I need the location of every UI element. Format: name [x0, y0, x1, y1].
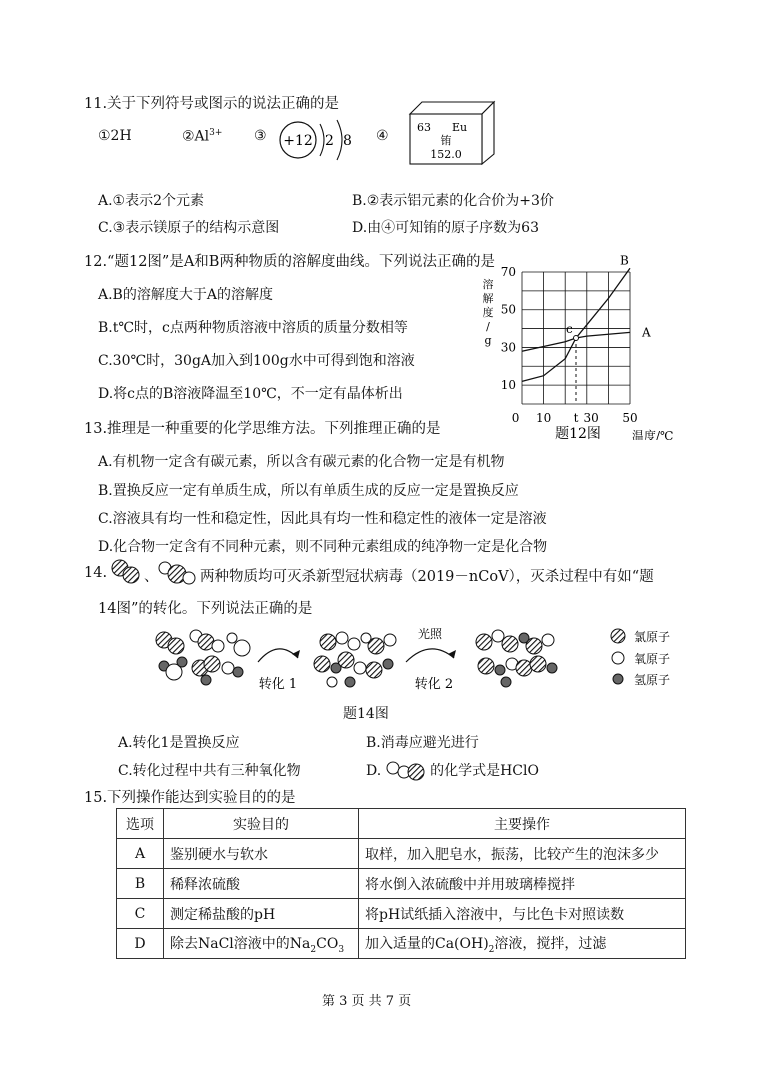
row-operation: 取样，加入肥皂水，振荡，比较产生的泡沫多少	[359, 839, 686, 869]
header-purpose: 实验目的	[164, 809, 359, 839]
row-option: A	[117, 839, 164, 869]
x-tick-label: 50	[622, 411, 638, 425]
row-option: D	[117, 929, 164, 959]
q14-number: 14.	[84, 565, 108, 581]
table-row	[117, 929, 686, 959]
q14-separator: 、	[144, 569, 159, 585]
q11-option-a: A.①表示2个元素	[98, 193, 205, 209]
y-axis-label-char: 解	[482, 292, 494, 305]
atomic-mass: 152.0	[430, 148, 462, 161]
series-label-B: B	[620, 253, 629, 268]
arrow-2-condition: 光照	[417, 627, 443, 641]
magnesium-atom-structure-diagram	[270, 112, 360, 168]
nucleus-charge: +12	[283, 133, 313, 149]
element-symbol: Eu	[452, 121, 468, 134]
y-tick-label: 70	[500, 265, 516, 279]
chart-caption: 题12图	[555, 426, 601, 440]
x-tick-label: t	[573, 411, 579, 425]
y-tick-label: 10	[500, 378, 516, 393]
q11-option-d: D.由④可知铕的原子序数为63	[352, 220, 539, 236]
q11-option-c: C.③表示镁原子的结构示意图	[98, 220, 280, 236]
row-operation: 将pH试纸插入溶液中，与比色卡对照读数	[359, 899, 686, 929]
legend-oxygen-label: 氧原子	[634, 652, 671, 666]
page-footer: 第 3 页 共 7 页	[322, 994, 412, 1009]
q14-option-b: B.消毒应避光进行	[366, 735, 479, 751]
q14-caption: 题14图	[343, 706, 389, 722]
atomic-number: 63	[417, 121, 431, 134]
molecule-group-2	[314, 632, 396, 687]
transformation-diagram	[150, 624, 690, 696]
q12-option-d: D.将c点的B溶液降温至10℃，不一定有晶体析出	[98, 386, 403, 402]
arrow-2-icon	[406, 649, 454, 662]
molecule-icon-hclo	[386, 760, 426, 782]
header-operation: 主要操作	[359, 809, 686, 839]
arrow-2-label: 转化 2	[414, 677, 454, 692]
x-axis-label: 温度/℃	[632, 429, 674, 440]
element-name: 铕	[440, 134, 452, 147]
y-axis-label-char: /	[486, 320, 490, 333]
row-option: B	[117, 869, 164, 899]
q11-stem: 11.关于下列符号或图示的说法正确的是	[84, 96, 340, 112]
row-purpose: 稀释浓硫酸	[164, 869, 359, 899]
molecule-icon-cl2	[108, 556, 144, 586]
q11-option-b: B.②表示铝元素的化合价为+3价	[352, 193, 554, 209]
q12-option-c: C.30℃时，30gA加入到100g水中可得到饱和溶液	[98, 353, 415, 369]
y-tick-label: 50	[500, 302, 516, 317]
q15-stem: 15.下列操作能达到实验目的的是	[84, 790, 296, 806]
table-row	[117, 839, 686, 869]
q14-option-c: C.转化过程中共有三种氧化物	[118, 763, 301, 779]
electron-shell-1-arc	[320, 124, 324, 156]
element-cell-europium	[406, 100, 498, 166]
q12-option-a: A.B的溶解度大于A的溶解度	[98, 287, 273, 303]
q12-stem: 12.“题12图”是A和B两种物质的溶解度曲线。下列说法正确的是	[84, 254, 495, 270]
q13-option-d: D.化合物一定含有不同种元素，则不同种元素组成的纯净物一定是化合物	[98, 539, 548, 555]
legend	[611, 629, 670, 687]
row-operation: 加入适量的$Ca(OH)_2$溶液，搅拌，过滤	[359, 929, 686, 959]
y-tick-label: 30	[500, 340, 516, 355]
y-axis-label-char: 度	[482, 306, 494, 319]
intersection-label: c	[566, 322, 573, 336]
q15-table	[116, 808, 686, 959]
row-purpose: 测定稀盐酸的pH	[164, 899, 359, 929]
q13-option-b: B.置换反应一定有单质生成，所以有单质生成的反应一定是置换反应	[98, 483, 519, 499]
q14-option-a: A.转化1是置换反应	[118, 735, 240, 751]
table-header-row	[117, 809, 686, 839]
intersection-point	[574, 336, 579, 341]
q14-option-d: D. 的化学式是HClO	[366, 760, 539, 782]
q13-option-c: C.溶液具有均一性和稳定性，因此具有均一性和稳定性的液体一定是溶液	[98, 511, 547, 527]
electron-shell-2-count: 8	[343, 133, 352, 149]
electron-shell-1-count: 2	[325, 133, 334, 149]
q11-symbol-1: ①2H	[98, 128, 132, 144]
table-row	[117, 899, 686, 929]
arrow-1-icon	[258, 649, 298, 662]
legend-chlorine-label: 氯原子	[634, 630, 671, 644]
q14-stem-line-1: 两种物质均可灭杀新型冠状病毒（2019－nCoV），灭杀过程中有如“题	[200, 569, 654, 585]
q11-symbol-3-label: ③	[254, 128, 267, 144]
series-label-A: A	[642, 325, 651, 340]
row-purpose: 鉴别硬水与软水	[164, 839, 359, 869]
row-operation: 将水倒入浓硫酸中并用玻璃棒搅拌	[359, 869, 686, 899]
legend-chlorine-icon	[611, 629, 625, 643]
arrow-1-label: 转化 1	[258, 677, 298, 692]
molecule-group-1	[156, 630, 250, 685]
y-axis-label-char: g	[484, 334, 492, 347]
header-option: 选项	[117, 809, 164, 839]
row-option: C	[117, 899, 164, 929]
electron-shell-2-arc	[337, 120, 342, 160]
q14-stem-line-2: 14图”的转化。下列说法正确的是	[98, 601, 313, 617]
x-tick-label: 0	[511, 411, 520, 425]
x-tick-label: 30	[583, 411, 599, 425]
molecule-icon-clo2	[158, 558, 198, 588]
q13-stem: 13.推理是一种重要的化学思维方法。下列推理正确的是	[84, 421, 441, 437]
table-row	[117, 869, 686, 899]
q12-option-b: B.t℃时，c点两种物质溶液中溶质的质量分数相等	[98, 320, 408, 336]
solubility-curve-chart	[470, 244, 680, 440]
legend-hydrogen-label: 氢原子	[634, 673, 671, 687]
legend-oxygen-icon	[612, 652, 624, 664]
row-purpose: 除去NaCl溶液中的$Na_2CO_3$	[164, 929, 359, 959]
x-tick-label: 10	[535, 411, 552, 425]
legend-hydrogen-icon	[613, 674, 623, 684]
molecule-group-3	[476, 630, 557, 687]
y-axis-label-char: 溶	[482, 278, 494, 291]
q13-option-a: A.有机物一定含有碳元素，所以含有碳元素的化合物一定是有机物	[98, 454, 505, 470]
q11-symbol-2: $②Al^{3+}$	[182, 128, 223, 145]
q11-symbol-4-label: ④	[376, 128, 389, 144]
